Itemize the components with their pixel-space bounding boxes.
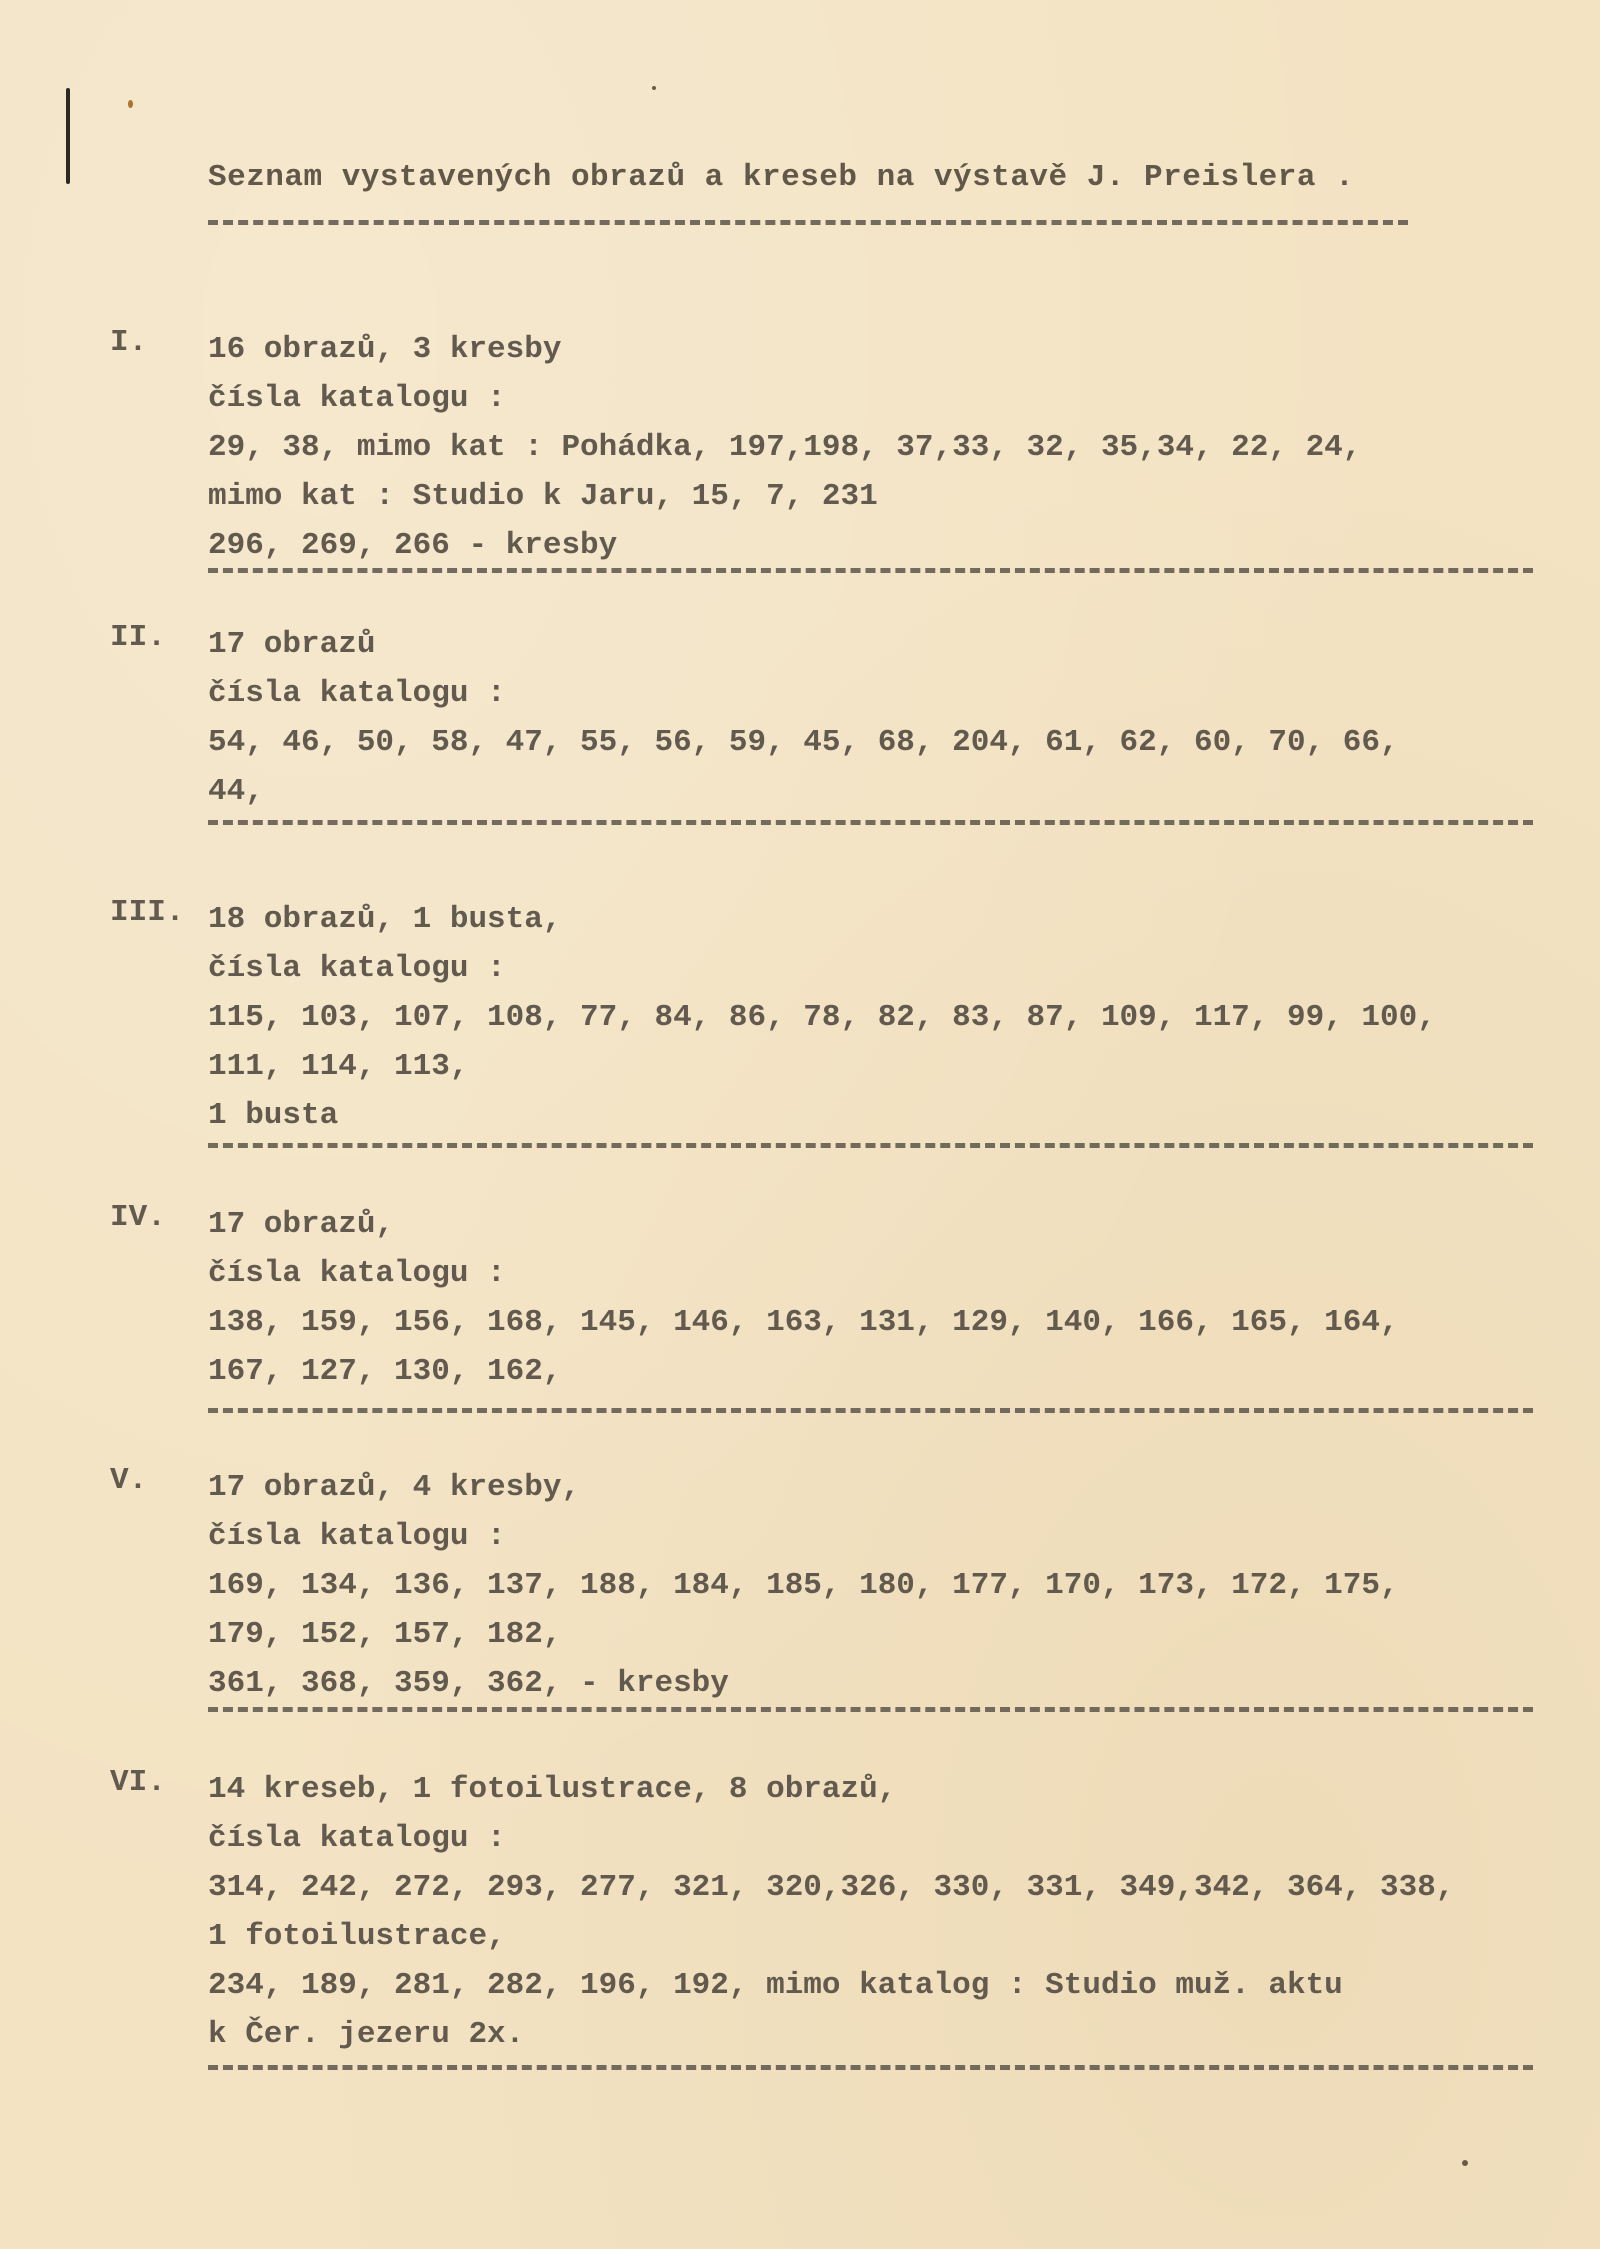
section-body (208, 895, 1436, 1140)
catalog-label: čísla katalogu : (208, 381, 506, 416)
section-divider (208, 2065, 1533, 2070)
section-divider (208, 568, 1533, 573)
catalog-numbers: 167, 127, 130, 162, (208, 1354, 562, 1389)
catalog-numbers: 115, 103, 107, 108, 77, 84, 86, 78, 82, 83, 87, 109, 117, 99, 100, (208, 1000, 1436, 1035)
section-divider (208, 1707, 1533, 1712)
paper-speck (1462, 2160, 1468, 2166)
catalog-label: čísla katalogu : (208, 1821, 506, 1856)
section-summary: 17 obrazů, (208, 1207, 395, 1242)
catalog-numbers: 361, 368, 359, 362, - kresby (208, 1666, 729, 1701)
catalog-numbers: 1 fotoilustrace, (208, 1919, 506, 1954)
catalog-numbers: k Čer. jezeru 2x. (208, 2017, 525, 2052)
section-body (208, 620, 1399, 816)
catalog-label: čísla katalogu : (208, 676, 506, 711)
document-title: Seznam vystavených obrazů a kreseb na výstavě J. Preislera . (208, 160, 1355, 195)
section-body (208, 1765, 1454, 2059)
catalog-numbers: 169, 134, 136, 137, 188, 184, 185, 180, 177, 170, 173, 172, 175, (208, 1568, 1399, 1603)
catalog-numbers: 296, 269, 266 - kresby (208, 528, 618, 563)
section-body (208, 325, 1361, 570)
section-divider (208, 820, 1533, 825)
catalog-numbers: 54, 46, 50, 58, 47, 55, 56, 59, 45, 68, 204, 61, 62, 60, 70, 66, (208, 725, 1399, 760)
margin-mark (66, 88, 70, 184)
catalog-numbers: 111, 114, 113, (208, 1049, 469, 1084)
section-numeral: V. (110, 1463, 148, 1498)
catalog-numbers: mimo kat : Studio k Jaru, 15, 7, 231 (208, 479, 878, 514)
section-numeral: IV. (110, 1200, 166, 1235)
catalog-numbers: 314, 242, 272, 293, 277, 321, 320,326, 330, 331, 349,342, 364, 338, (208, 1870, 1455, 1905)
section-summary: 17 obrazů (208, 627, 376, 662)
section-body (208, 1200, 1399, 1396)
section-numeral: II. (110, 620, 166, 655)
title-underline (208, 220, 1408, 225)
section-divider (208, 1408, 1533, 1413)
section-summary: 18 obrazů, 1 busta, (208, 902, 562, 937)
catalog-numbers: 44, (208, 774, 264, 809)
catalog-numbers: 138, 159, 156, 168, 145, 146, 163, 131, 129, 140, 166, 165, 164, (208, 1305, 1399, 1340)
section-summary: 14 kreseb, 1 fotoilustrace, 8 obrazů, (208, 1772, 897, 1807)
catalog-numbers: 1 busta (208, 1098, 339, 1133)
paper-speck (652, 86, 656, 90)
section-summary: 17 obrazů, 4 kresby, (208, 1470, 581, 1505)
catalog-label: čísla katalogu : (208, 951, 506, 986)
catalog-numbers: 29, 38, mimo kat : Pohádka, 197,198, 37,33, 32, 35,34, 22, 24, (208, 430, 1362, 465)
section-numeral: I. (110, 325, 148, 360)
catalog-numbers: 179, 152, 157, 182, (208, 1617, 562, 1652)
section-numeral: VI. (110, 1765, 166, 1800)
section-divider (208, 1143, 1533, 1148)
catalog-label: čísla katalogu : (208, 1256, 506, 1291)
catalog-label: čísla katalogu : (208, 1519, 506, 1554)
paper-speck (128, 100, 133, 108)
catalog-numbers: 234, 189, 281, 282, 196, 192, mimo katalog : Studio muž. aktu (208, 1968, 1343, 2003)
section-summary: 16 obrazů, 3 kresby (208, 332, 562, 367)
section-numeral: III. (110, 895, 185, 930)
section-body (208, 1463, 1399, 1708)
